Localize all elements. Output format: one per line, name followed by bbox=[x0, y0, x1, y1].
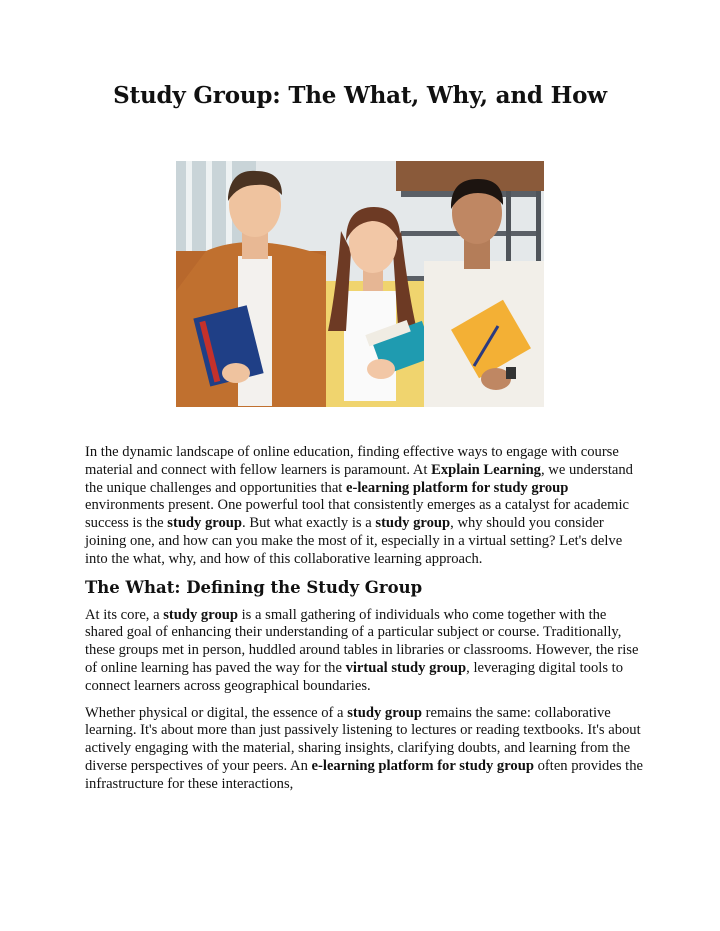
text-run: , leveraging digital tools to connect learners across geographical boundaries. bbox=[85, 659, 623, 694]
text-run: is a small gathering of individuals who come together with the shared goal of enhancing their understanding of a particular subject or course. Traditionally, these groups met in person, huddled around tables in libraries or classrooms. However, the rise of online learning has paved the way for the bbox=[85, 606, 639, 676]
section-paragraph bbox=[85, 607, 645, 696]
text-run: In the dynamic landscape of online education, finding effective ways to engage with course material and connect with fellow learners is paramount. At bbox=[85, 444, 619, 478]
article-body bbox=[85, 444, 645, 803]
text-run: , we understand the unique challenges and opportunities that bbox=[85, 461, 633, 496]
text-run: remains the same: collaborative learning. It's about more than just passively listening to lectures or reading textbooks. It's about actively engaging with the material, sharing insights, clarifying doubts, and learning from the diverse perspectives of your peers. An bbox=[85, 704, 641, 774]
students-photo-icon bbox=[176, 161, 544, 407]
section-paragraph bbox=[85, 705, 645, 794]
section-heading: The What: Defining the Study Group bbox=[85, 577, 423, 597]
brand-name: Explain Learning bbox=[431, 461, 541, 478]
text-run: often provides the infrastructure for these interactions, bbox=[85, 757, 643, 792]
keyword: virtual study group bbox=[345, 659, 467, 676]
intro-paragraph bbox=[85, 444, 645, 569]
page-title: Study Group: The What, Why, and How bbox=[113, 82, 607, 109]
text-run: . But what exactly is a bbox=[242, 515, 376, 532]
text-run: environments present. One powerful tool that consistently emerges as a catalyst for academic success is the bbox=[85, 497, 629, 532]
keyword: study group bbox=[163, 606, 238, 623]
keyword: study group bbox=[347, 704, 422, 721]
text-run: Whether physical or digital, the essence of a bbox=[85, 704, 348, 721]
text-run: , why should you consider joining one, and how can you make the most of it, especially in a virtual setting? Let's delve into the what, why, and how of this collaborative learning approach. bbox=[85, 515, 623, 567]
keyword: study group bbox=[167, 515, 243, 532]
text-run: At its core, a bbox=[85, 606, 164, 623]
keyword: study group bbox=[375, 515, 451, 532]
keyword: e-learning platform for study group bbox=[346, 479, 569, 496]
keyword: e-learning platform for study group bbox=[311, 757, 534, 774]
